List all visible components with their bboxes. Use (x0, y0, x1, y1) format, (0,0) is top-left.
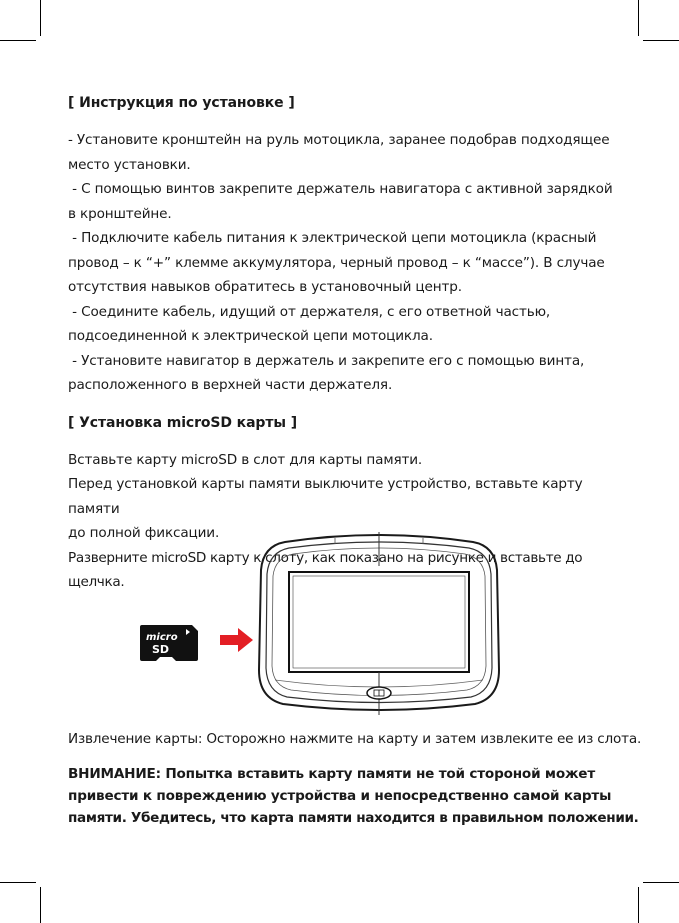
text-line: место установки. (68, 156, 191, 173)
crop-mark (40, 0, 41, 36)
text-line: подсоединенной к электрической цепи мотоцикла. (68, 328, 433, 344)
crop-mark (0, 40, 36, 41)
text-line: до полной фиксации. (68, 525, 220, 541)
text-line: в кронштейне. (68, 205, 172, 222)
document-body (68, 92, 628, 595)
text-line: расположенного в верхней части держателя. (68, 377, 393, 393)
svg-text:micro: micro (146, 632, 178, 643)
text-line: провод – к “+” клемме аккумулятора, черный провод – к “массе”). В случае (68, 254, 605, 271)
warning-block (68, 763, 648, 829)
install-instructions (68, 128, 628, 398)
text-line: - Соедините кабель, идущий от держателя, с его ответной частью, (68, 303, 551, 320)
text-line: отсутствия навыков обратитесь в установочный центр. (68, 279, 462, 295)
text-line: - Установите кронштейн на руль мотоцикла, заранее подобрав подходящее (68, 132, 610, 148)
svg-text:SD: SD (152, 643, 170, 656)
crop-mark (643, 40, 679, 41)
microsd-card-icon (138, 623, 200, 667)
crop-mark (40, 887, 41, 923)
crop-mark (0, 882, 36, 883)
text-line: - Подключите кабель питания к электрической цепи мотоцикла (красный (68, 230, 597, 246)
navigator-device-image (255, 530, 503, 719)
removal-text: Извлечение карты: Осторожно нажмите на карту и затем извлеките ее из слота. (68, 731, 642, 747)
warning-line: памяти. Убедитесь, что карта памяти находится в правильном положении. (68, 810, 639, 826)
insert-arrow-icon (220, 627, 254, 657)
text-line: Разверните microSD карту к слоту, как показано на рисунке и вставьте до щелчка. (68, 549, 583, 590)
sd-heading: [ Установка microSD карты ] (68, 414, 298, 431)
crop-mark (638, 887, 639, 923)
crop-mark (643, 882, 679, 883)
text-line: - С помощью винтов закрепите держатель навигатора с активной зарядкой (68, 181, 613, 197)
warning-line: привести к повреждению устройства и непосредственно самой карты (68, 788, 612, 804)
crop-mark (638, 0, 639, 36)
install-heading: [ Инструкция по установке ] (68, 95, 295, 111)
text-line: Перед установкой карты памяти выключите устройство, вставьте карту памяти (68, 476, 583, 517)
warning-line: ВНИМАНИЕ: Попытка вставить карту памяти не той стороной может (68, 766, 596, 782)
text-line: Вставьте карту microSD в слот для карты памяти. (68, 451, 423, 468)
arrow-shape (220, 628, 253, 652)
sd-insertion-illustration (130, 530, 530, 715)
text-line: - Установите навигатор в держатель и закрепите его с помощью винта, (68, 352, 585, 369)
